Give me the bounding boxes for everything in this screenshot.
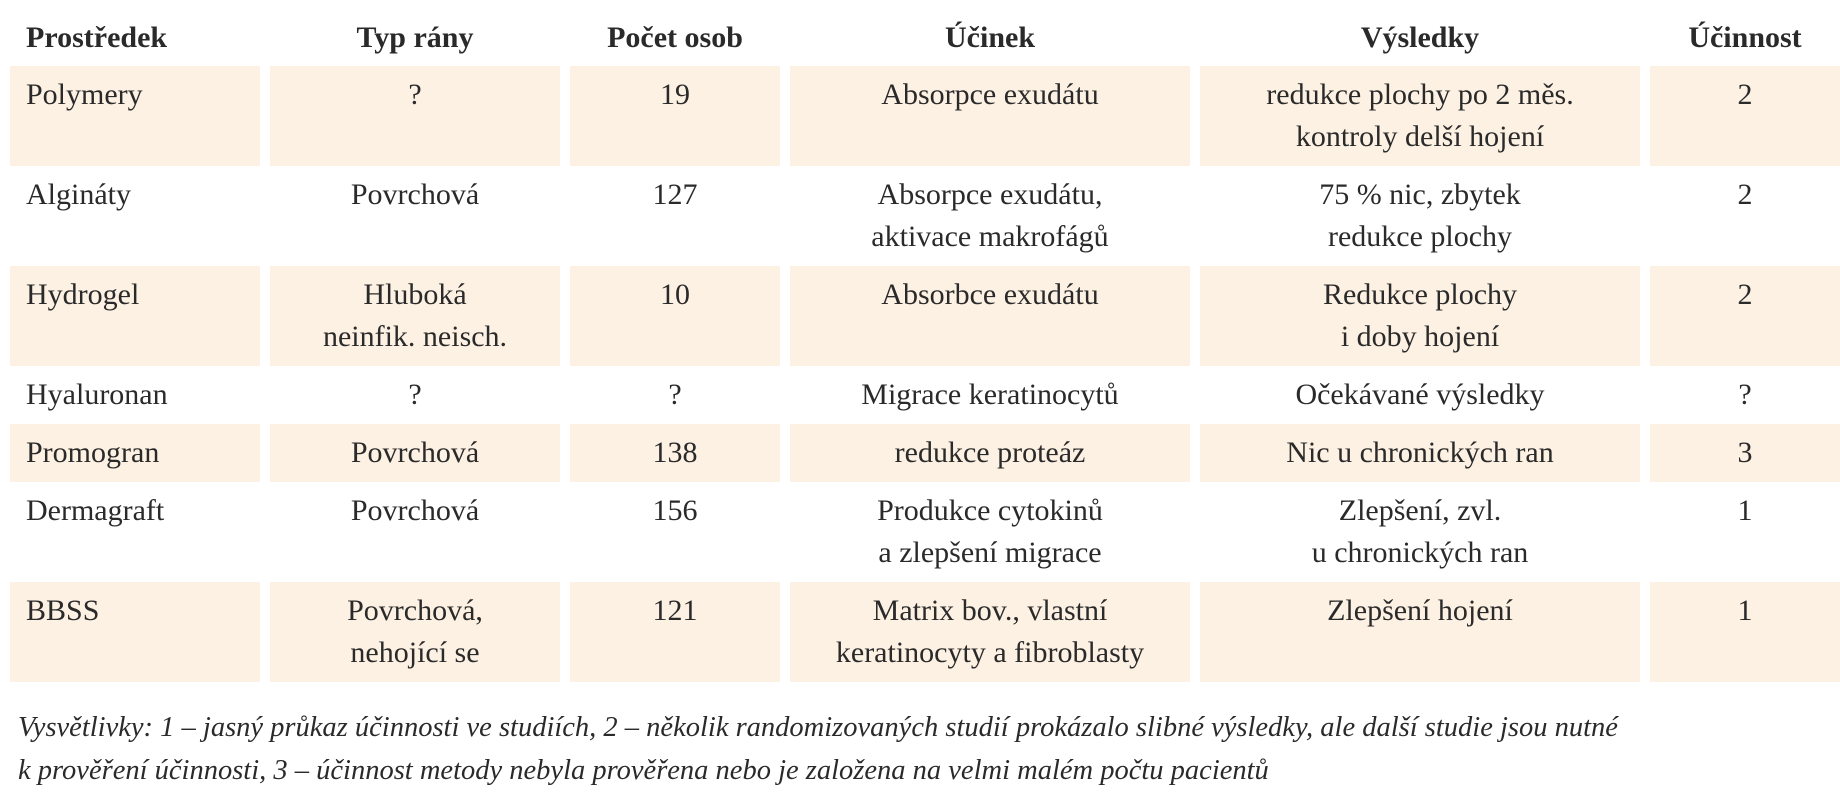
patient-count-cell [570, 166, 780, 266]
efficacy-cell [1650, 482, 1840, 582]
agent-cell [10, 482, 260, 582]
results-cell [1200, 66, 1640, 166]
results-cell [1200, 266, 1640, 366]
cell-text-line: Dermagraft [26, 494, 165, 527]
table-row [10, 582, 1840, 682]
cell-text-line: 19 [660, 78, 690, 111]
column-header: Typ rány [356, 21, 474, 54]
table-row [10, 366, 1840, 424]
effect-cell [790, 366, 1190, 424]
cell-text-line: 1 [1737, 494, 1753, 527]
cell-text-line: Povrchová, [347, 594, 483, 627]
cell-text-line: Produkce cytokinů [877, 494, 1103, 527]
cell-text-line: redukce plochy [1327, 220, 1513, 253]
cell-text-line: i doby hojení [1340, 320, 1500, 353]
patient-count-cell [570, 266, 780, 366]
cell-text-line: redukce proteáz [894, 436, 1086, 469]
cell-text-line: Povrchová [350, 178, 480, 211]
agent-cell [10, 582, 260, 682]
table-header-row [10, 10, 1840, 66]
table-body [10, 66, 1840, 682]
column-header: Účinek [945, 21, 1035, 54]
results-cell [1200, 582, 1640, 682]
cell-text-line: Očekávané výsledky [1295, 378, 1545, 411]
cell-text-line: Absorbce exudátu [881, 278, 1099, 311]
efficacy-cell [1650, 66, 1840, 166]
agent-cell [10, 66, 260, 166]
cell-text-line: ? [668, 378, 682, 411]
cell-text-line: Matrix bov., vlastní [872, 594, 1108, 627]
wound-type-cell [270, 366, 560, 424]
cell-text-line: Zlepšení hojení [1327, 594, 1513, 627]
cell-text-line: ? [408, 78, 422, 111]
cell-text-line: neinfik. neisch. [322, 320, 508, 353]
cell-text-line: Migrace keratinocytů [861, 378, 1119, 411]
wound-type-cell [270, 266, 560, 366]
cell-text-line: Algináty [26, 178, 131, 211]
efficacy-cell [1650, 166, 1840, 266]
legend-line: Vysvětlivky: 1 – jasný průkaz účinnosti ve studiích, 2 – několik randomizovaných studií prokázalo slibné výsledky, ale další studie jsou nutné [18, 712, 1618, 743]
table-row [10, 482, 1840, 582]
cell-text-line: Hyaluronan [26, 378, 168, 411]
effect-cell [790, 266, 1190, 366]
wound-type-cell [270, 66, 560, 166]
cell-text-line: 2 [1737, 178, 1753, 211]
cell-text-line: keratinocyty a fibroblasty [835, 636, 1145, 669]
effect-cell [790, 582, 1190, 682]
agent-cell [10, 424, 260, 482]
effect-cell [790, 66, 1190, 166]
patient-count-cell [570, 424, 780, 482]
cell-text-line: ? [408, 378, 422, 411]
cell-text-line: kontroly delší hojení [1295, 120, 1545, 153]
cell-text-line: nehojící se [350, 636, 480, 669]
cell-text-line: Absorpce exudátu, [877, 178, 1103, 211]
agent-cell [10, 266, 260, 366]
cell-text-line: Zlepšení, zvl. [1338, 494, 1502, 527]
cell-text-line: Hydrogel [26, 278, 140, 311]
cell-text-line: Polymery [26, 78, 143, 111]
results-cell [1200, 166, 1640, 266]
efficacy-table [0, 10, 1840, 682]
table-row [10, 66, 1840, 166]
wound-type-cell [270, 424, 560, 482]
table-row [10, 166, 1840, 266]
efficacy-cell [1650, 582, 1840, 682]
effect-cell [790, 424, 1190, 482]
wound-type-cell [270, 482, 560, 582]
cell-text-line: BBSS [26, 594, 100, 627]
cell-text-line: a zlepšení migrace [878, 536, 1102, 569]
effect-cell [790, 482, 1190, 582]
cell-text-line: Hluboká [363, 278, 467, 311]
patient-count-cell [570, 482, 780, 582]
cell-text-line: 2 [1737, 278, 1753, 311]
efficacy-cell [1650, 424, 1840, 482]
wound-type-cell [270, 166, 560, 266]
cell-text-line: Absorpce exudátu [881, 78, 1099, 111]
column-header: Výsledky [1360, 21, 1480, 54]
legend-line: k prověření účinnosti, 3 – účinnost metody nebyla prověřena nebo je založena na velmi malém počtu pacientů [18, 755, 1269, 786]
table-legend [18, 706, 1828, 792]
wound-type-cell [270, 582, 560, 682]
efficacy-cell [1650, 266, 1840, 366]
results-cell [1200, 424, 1640, 482]
table-row [10, 266, 1840, 366]
effect-cell [790, 166, 1190, 266]
cell-text-line: 138 [652, 436, 698, 469]
column-header: Počet osob [607, 21, 743, 54]
cell-text-line: Promogran [26, 436, 160, 469]
efficacy-cell [1650, 366, 1840, 424]
cell-text-line: 1 [1737, 594, 1753, 627]
agent-cell [10, 366, 260, 424]
column-header: Prostředek [26, 21, 168, 54]
cell-text-line: ? [1738, 378, 1752, 411]
agent-cell [10, 166, 260, 266]
cell-text-line: Redukce plochy [1322, 278, 1518, 311]
cell-text-line: aktivace makrofágů [871, 220, 1109, 253]
cell-text-line: 3 [1737, 436, 1753, 469]
column-header: Účinnost [1688, 21, 1802, 54]
cell-text-line: 121 [652, 594, 698, 627]
cell-text-line: 156 [652, 494, 698, 527]
cell-text-line: 2 [1737, 78, 1753, 111]
cell-text-line: Povrchová [350, 436, 480, 469]
cell-text-line: Nic u chronických ran [1286, 436, 1554, 469]
cell-text-line: 75 % nic, zbytek [1319, 178, 1521, 211]
table-row [10, 424, 1840, 482]
cell-text-line: Povrchová [350, 494, 480, 527]
patient-count-cell [570, 66, 780, 166]
patient-count-cell [570, 366, 780, 424]
cell-text-line: 127 [652, 178, 698, 211]
patient-count-cell [570, 582, 780, 682]
results-cell [1200, 366, 1640, 424]
cell-text-line: 10 [660, 278, 690, 311]
cell-text-line: redukce plochy po 2 měs. [1266, 78, 1574, 111]
results-cell [1200, 482, 1640, 582]
cell-text-line: u chronických ran [1311, 536, 1529, 569]
